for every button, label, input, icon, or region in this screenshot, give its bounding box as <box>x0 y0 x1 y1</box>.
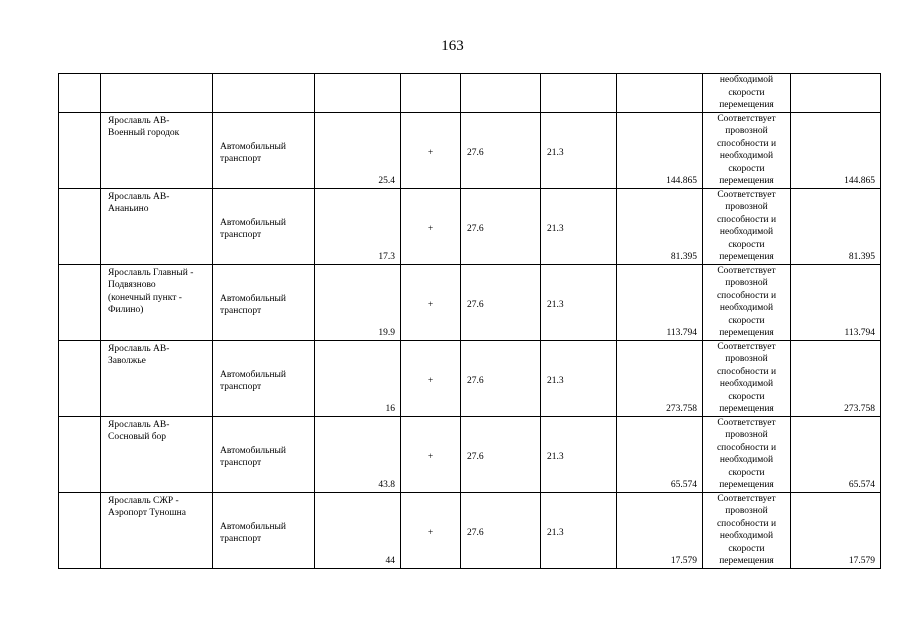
table-row <box>59 188 881 264</box>
transport-cell <box>213 492 315 568</box>
value-b-cell <box>541 74 617 113</box>
value-c-cell <box>617 416 703 492</box>
transport-cell <box>213 188 315 264</box>
route-length: 17.3 <box>378 252 395 262</box>
value-d-cell <box>791 340 881 416</box>
status-cell <box>703 188 791 264</box>
mark-cell <box>401 416 461 492</box>
value-a-cell <box>461 188 541 264</box>
value-c: 65.574 <box>670 480 697 490</box>
mark-cell <box>401 492 461 568</box>
table-row-fragment <box>59 74 881 113</box>
route-cell <box>101 340 213 416</box>
value-d: 144.865 <box>844 176 875 186</box>
value-a: 27.6 <box>467 375 484 386</box>
value-d-cell <box>791 112 881 188</box>
index-cell <box>59 340 101 416</box>
transport-type: Автомобильный транспорт <box>220 293 287 316</box>
route-name: Ярославль СЖР - Аэропорт Туношна <box>108 495 186 518</box>
transport-type: Автомобильный транспорт <box>220 369 287 392</box>
plus-mark: + <box>427 451 434 462</box>
plus-mark: + <box>427 299 434 310</box>
plus-mark: + <box>427 527 434 538</box>
value-a: 27.6 <box>467 147 484 158</box>
value-a-cell <box>461 416 541 492</box>
transport-type: Автомобильный транспорт <box>220 445 287 468</box>
route-length: 43.8 <box>378 480 395 490</box>
value-b-cell <box>541 340 617 416</box>
route-cell <box>101 188 213 264</box>
status-text: Соответствует провозной способности и необходимой скорости перемещения <box>716 265 777 338</box>
table-body <box>59 74 881 569</box>
value-d: 17.579 <box>848 556 875 566</box>
value-a: 27.6 <box>467 299 484 310</box>
route-length: 25.4 <box>378 176 395 186</box>
length-cell <box>315 492 401 568</box>
table-row <box>59 264 881 340</box>
status-text: Соответствует провозной способности и необходимой скорости перемещения <box>716 341 777 414</box>
route-length: 19.9 <box>378 328 395 338</box>
value-d-cell <box>791 74 881 113</box>
table-row <box>59 416 881 492</box>
value-c-cell <box>617 74 703 113</box>
route-name: Ярославль АВ- Ананьино <box>108 191 170 214</box>
status-cell <box>703 492 791 568</box>
value-c: 17.579 <box>670 556 697 566</box>
value-b-cell <box>541 492 617 568</box>
value-a: 27.6 <box>467 451 484 462</box>
value-d-cell <box>791 188 881 264</box>
transport-cell <box>213 416 315 492</box>
value-d-cell <box>791 492 881 568</box>
value-b-cell <box>541 188 617 264</box>
table-row <box>59 112 881 188</box>
mark-cell <box>401 112 461 188</box>
value-b: 21.3 <box>547 375 564 386</box>
value-b: 21.3 <box>547 527 564 538</box>
value-b: 21.3 <box>547 223 564 234</box>
value-c-cell <box>617 188 703 264</box>
length-cell <box>315 264 401 340</box>
value-b-cell <box>541 416 617 492</box>
value-a-cell <box>461 492 541 568</box>
value-c-cell <box>617 340 703 416</box>
route-cell <box>101 416 213 492</box>
value-c-cell <box>617 112 703 188</box>
value-a: 27.6 <box>467 223 484 234</box>
status-text: Соответствует провозной способности и необходимой скорости перемещения <box>716 113 777 186</box>
route-cell <box>101 74 213 113</box>
value-d-cell <box>791 416 881 492</box>
value-b-cell <box>541 264 617 340</box>
value-b-cell <box>541 112 617 188</box>
mark-cell <box>401 264 461 340</box>
transport-cell <box>213 340 315 416</box>
route-name: Ярославль АВ- Сосновый бор <box>108 419 170 442</box>
page-number: 163 <box>441 38 464 54</box>
value-a-cell <box>461 112 541 188</box>
value-d-cell <box>791 264 881 340</box>
route-cell <box>101 492 213 568</box>
status-text: Соответствует провозной способности и необходимой скорости перемещения <box>716 493 777 566</box>
transport-cell <box>213 112 315 188</box>
value-c: 273.758 <box>666 404 697 414</box>
transport-type: Автомобильный транспорт <box>220 521 287 544</box>
length-cell <box>315 188 401 264</box>
length-cell <box>315 340 401 416</box>
route-name: Ярославль Главный - Подвязново (конечный пункт - Филино) <box>108 267 194 315</box>
table-row <box>59 340 881 416</box>
status-cell <box>703 416 791 492</box>
status-cell <box>703 112 791 188</box>
transport-cell <box>213 264 315 340</box>
value-a-cell <box>461 340 541 416</box>
value-c: 113.794 <box>666 328 697 338</box>
value-c: 144.865 <box>666 176 697 186</box>
plus-mark: + <box>427 147 434 158</box>
status-text: необходимой скорости перемещения <box>719 75 774 110</box>
index-cell <box>59 416 101 492</box>
transport-type: Автомобильный транспорт <box>220 217 287 240</box>
value-d: 273.758 <box>844 404 875 414</box>
value-a-cell <box>461 74 541 113</box>
route-name: Ярославль АВ- Военный городок <box>108 115 180 138</box>
plus-mark: + <box>427 223 434 234</box>
length-cell <box>315 74 401 113</box>
value-d: 81.395 <box>848 252 875 262</box>
status-text: Соответствует провозной способности и необходимой скорости перемещения <box>716 189 777 262</box>
index-cell <box>59 188 101 264</box>
length-cell <box>315 416 401 492</box>
value-c: 81.395 <box>670 252 697 262</box>
mark-cell <box>401 188 461 264</box>
value-c-cell <box>617 264 703 340</box>
length-cell <box>315 112 401 188</box>
value-b: 21.3 <box>547 299 564 310</box>
route-length: 44 <box>385 556 395 566</box>
status-cell <box>703 74 791 113</box>
index-cell <box>59 74 101 113</box>
status-cell <box>703 340 791 416</box>
route-cell <box>101 264 213 340</box>
index-cell <box>59 112 101 188</box>
route-cell <box>101 112 213 188</box>
status-text: Соответствует провозной способности и необходимой скорости перемещения <box>716 417 777 490</box>
value-c-cell <box>617 492 703 568</box>
route-name: Ярославль АВ- Заволжье <box>108 343 170 366</box>
value-d: 65.574 <box>848 480 875 490</box>
value-b: 21.3 <box>547 147 564 158</box>
index-cell <box>59 492 101 568</box>
index-cell <box>59 264 101 340</box>
mark-cell <box>401 340 461 416</box>
table-row <box>59 492 881 568</box>
value-d: 113.794 <box>844 328 875 338</box>
plus-mark: + <box>427 375 434 386</box>
route-length: 16 <box>385 404 395 414</box>
value-a: 27.6 <box>467 527 484 538</box>
transport-type: Автомобильный транспорт <box>220 141 287 164</box>
routes-table <box>58 73 881 569</box>
value-a-cell <box>461 264 541 340</box>
status-cell <box>703 264 791 340</box>
value-b: 21.3 <box>547 451 564 462</box>
mark-cell <box>401 74 461 113</box>
transport-cell <box>213 74 315 113</box>
